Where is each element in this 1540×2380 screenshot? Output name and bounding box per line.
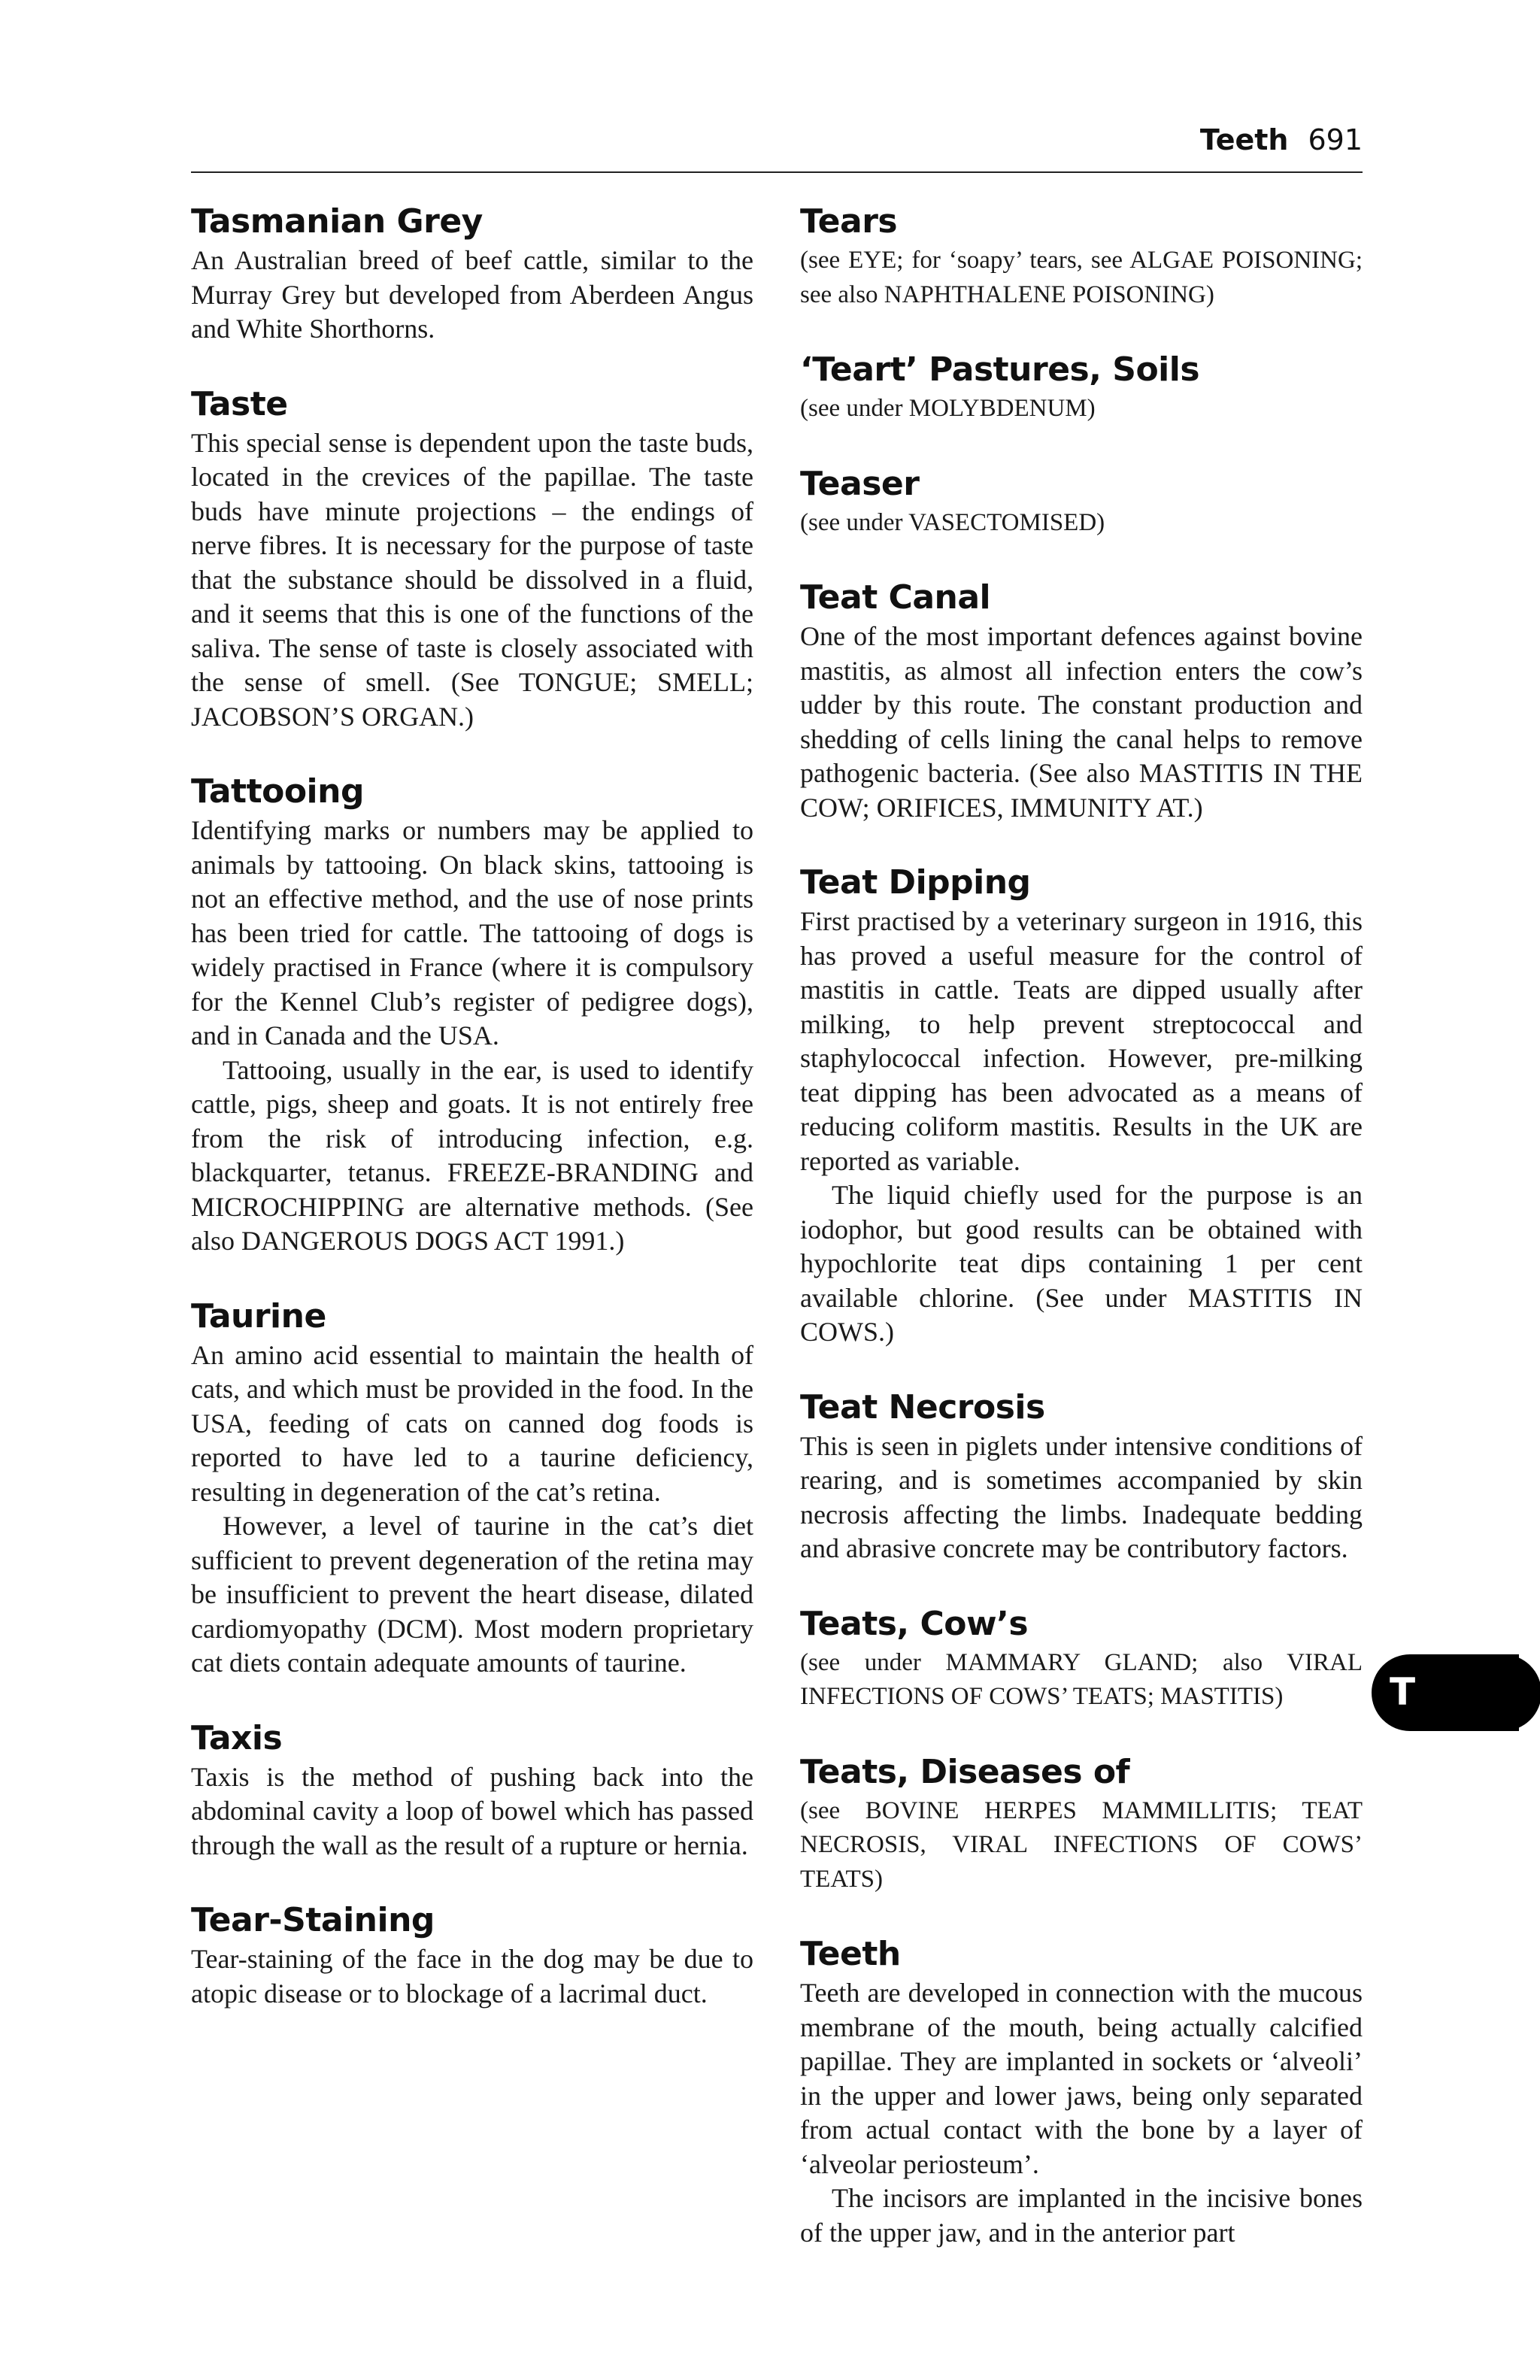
entry-title: ‘Teart’ Pastures, Soils	[800, 350, 1200, 389]
entry-title: Teaser	[800, 464, 920, 503]
entry-text: An Australian breed of beef cattle, similar to the Murray Grey but developed from Aberdeen Angus and White Shorthorns.	[191, 245, 753, 344]
thumb-tab-letter: T	[1390, 1670, 1416, 1714]
entry-tear-staining	[191, 1900, 753, 2011]
entry-title: Taurine	[191, 1296, 326, 1336]
entry-taste	[191, 384, 753, 735]
entry-title: Teat Canal	[800, 578, 991, 617]
entry-title: Teats, Cow’s	[800, 1604, 1029, 1643]
entry-title: Teat Necrosis	[800, 1387, 1045, 1426]
entry-tears	[800, 202, 1363, 312]
entry-text: This is seen in piglets under intensive conditions of rearing, and is sometimes accompanied by skin necrosis affecting the limbs. Inadequate bedding and abrasive concrete may be contributory factors.	[800, 1430, 1363, 1563]
entry-teaser	[800, 464, 1363, 541]
cross-reference: (see under MOLYBDENUM)	[800, 395, 1096, 422]
entry-title: Teats, Diseases of	[800, 1752, 1130, 1791]
entry-text: Tear-staining of the face in the dog may be due to atopic disease or to blockage of a lacrimal duct.	[191, 1944, 753, 2009]
entry-text: Tattooing, usually in the ear, is used to identify cattle, pigs, sheep and goats. It is not entirely free from the risk of introducing infection, e.g. blackquarter, tetanus. FREEZE-BRANDING and MICROCHIPPING are alternative methods. (See also DANGEROUS DOGS ACT 1991.)	[191, 1054, 753, 1256]
left-column	[191, 202, 753, 2048]
entry-teats-cows	[800, 1604, 1363, 1715]
right-column	[800, 202, 1363, 2288]
entry-title: Taste	[191, 384, 288, 423]
entry-text: Identifying marks or numbers may be applied to animals by tattooing. On black skins, tattooing is not an effective method, and the use of nose prints has been tried for cattle. The tattooing of dogs is widely practised in France (where it is compulsory for the Kennel Club’s register of pedigree dogs), and in Canada and the USA.	[191, 815, 753, 1051]
cross-reference: (see under MAMMARY GLAND; also VIRAL INFECTIONS OF COWS’ TEATS; MASTITIS)	[800, 1648, 1363, 1710]
cross-reference: (see BOVINE HERPES MAMMILLITIS; TEAT NECROSIS, VIRAL INFECTIONS OF COWS’ TEATS)	[800, 1796, 1363, 1893]
entry-title: Tasmanian Grey	[191, 202, 483, 241]
entry-text: Taxis is the method of pushing back into the abdominal cavity a loop of bowel which has passed through the wall as the result of a rupture or hernia.	[191, 1761, 753, 1860]
page-number: 691	[1308, 123, 1363, 156]
entry-teat-canal	[800, 578, 1363, 825]
entry-taurine	[191, 1296, 753, 1681]
entry-teat-necrosis	[800, 1387, 1363, 1566]
running-head	[1200, 123, 1363, 156]
entry-title: Teat Dipping	[800, 863, 1031, 902]
entry-teat-dipping	[800, 863, 1363, 1350]
entry-title: Tear-Staining	[191, 1901, 435, 1939]
entry-text: The incisors are implanted in the incisive bones of the upper jaw, and in the anterior part	[800, 2183, 1363, 2248]
entry-text: However, a level of taurine in the cat’s diet sufficient to prevent degeneration of the retina may be insufficient to prevent the heart disease, dilated cardiomyopathy (DCM). Most modern proprietary cat diets contain adequate amounts of taurine.	[191, 1511, 753, 1678]
entry-title: Tears	[800, 202, 898, 241]
entry-tattooing	[191, 772, 753, 1259]
entry-text: Teeth are developed in connection with the mucous membrane of the mouth, being actually calcified papillae. They are implanted in sockets or ‘alveoli’ in the upper and lower jaws, being only separated from actual contact with the bone by a layer of ‘alveolar periosteum’.	[800, 1978, 1363, 2179]
entry-text: The liquid chiefly used for the purpose is an iodophor, but good results can be obtained with hypochlorite teat dips containing 1 per cent available chlorine. (See under MASTITIS IN COWS.)	[800, 1180, 1363, 1347]
entry-title: Tattooing	[191, 772, 364, 811]
entry-title: Taxis	[191, 1718, 283, 1757]
cross-reference: (see EYE; for ‘soapy’ tears, see ALGAE POISONING; see also NAPHTHALENE POISONING)	[800, 247, 1363, 308]
entry-teeth	[800, 1934, 1363, 2250]
entry-title: Teeth	[800, 1935, 901, 1973]
running-head-title: Teeth	[1199, 123, 1289, 156]
entry-text: One of the most important defences against bovine mastitis, as almost all infection enters the cow’s udder by this route. The constant production and shedding of cells lining the canal helps to remove pathogenic bacteria. (See also MASTITIS IN THE COW; ORIFICES, IMMUNITY AT.)	[800, 621, 1363, 823]
page-header	[191, 122, 1363, 173]
cross-reference: (see under VASECTOMISED)	[800, 508, 1105, 536]
entry-teart-pastures	[800, 350, 1363, 426]
entry-tasmanian-grey	[191, 202, 753, 347]
entry-text: This special sense is dependent upon the taste buds, located in the crevices of the papillae. The taste buds have minute projections – the endings of nerve fibres. It is necessary for the purpose of taste that the substance should be dissolved in a fluid, and it seems that this is one of the functions of the saliva. The sense of taste is closely associated with the sense of smell. (See TONGUE; SMELL; JACOBSON’S ORGAN.)	[191, 427, 753, 732]
entry-text: First practised by a veterinary surgeon in 1916, this has proved a useful measure for the control of mastitis in cattle. Teats are dipped usually after milking, to help prevent streptococcal and staphylococcal infection. However, pre-milking teat dipping has been advocated as a means of reducing coliform mastitis. Results in the UK are reported as variable.	[800, 906, 1363, 1176]
entry-text: An amino acid essential to maintain the health of cats, and which must be provided in the food. In the USA, feeding of cats on canned dog foods is reported to have led to a taurine deficiency, resulting in degeneration of the cat’s retina.	[191, 1339, 753, 1507]
entry-taxis	[191, 1718, 753, 1863]
section-thumb-tab	[1372, 1654, 1519, 1731]
entry-teats-diseases	[800, 1752, 1363, 1897]
